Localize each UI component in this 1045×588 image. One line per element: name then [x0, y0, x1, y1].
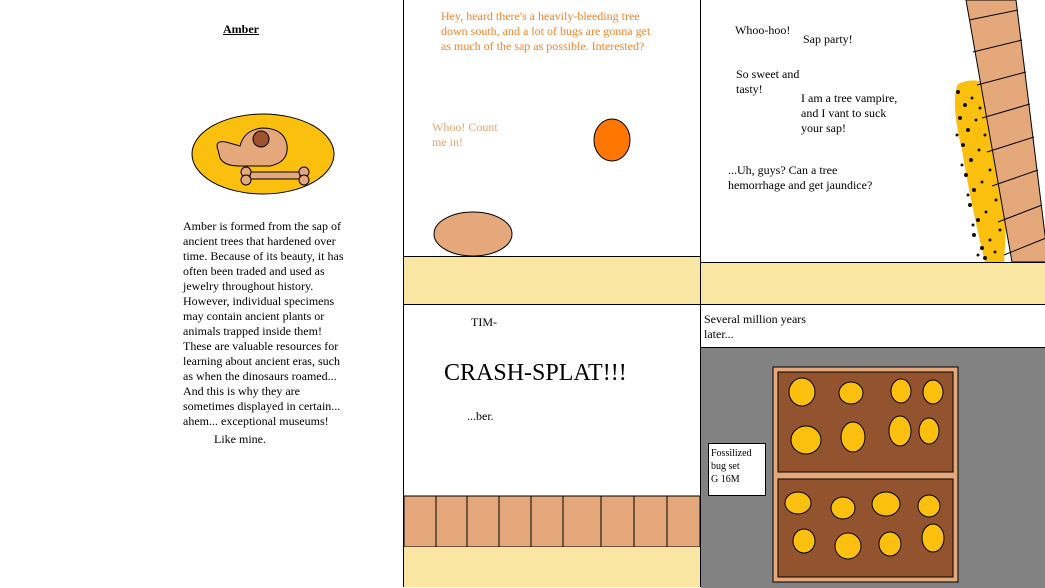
party-line-3: So sweet and tasty! — [736, 67, 800, 96]
invite-speech: Hey, heard there's a heavily-bleeding tree down south, and a lot of bugs are gonna get as much of the sap as possible. Interested? — [441, 9, 651, 53]
crash-end: ...ber. — [467, 409, 494, 423]
party-line-5: ...Uh, guys? Can a tree hemorrhage and get jaundice? — [728, 163, 873, 192]
museum-label-text: Fossilized bug set G 16M — [711, 448, 752, 485]
amber-title: Amber — [223, 22, 259, 36]
amber-description: Amber is formed from the sap of ancient trees that hardened over time. Because of its beauty, it has often been traded and used as jewelry throughout history. However, individual specimens may contain ancient plants or animals trapped inside them! These are valuable resources for learning about ancient eras, such as when the dinosaurs roamed... And this is why they are sometimes displayed in certain... ahem... exceptional museums! — [183, 219, 344, 428]
museum-caption: Several million years later... — [704, 312, 806, 341]
invite-reply: Whoo! Count me in! — [432, 120, 498, 149]
party-line-4: I am a tree vampire, and I vant to suck your sap! — [801, 91, 898, 135]
party-line-2: Sap party! — [803, 32, 853, 46]
amber-aside: Like mine. — [214, 432, 266, 446]
crash-start: TIM- — [471, 315, 497, 329]
party-line-1: Whoo-hoo! — [735, 23, 791, 37]
crash-sound: CRASH-SPLAT!!! — [444, 360, 627, 386]
